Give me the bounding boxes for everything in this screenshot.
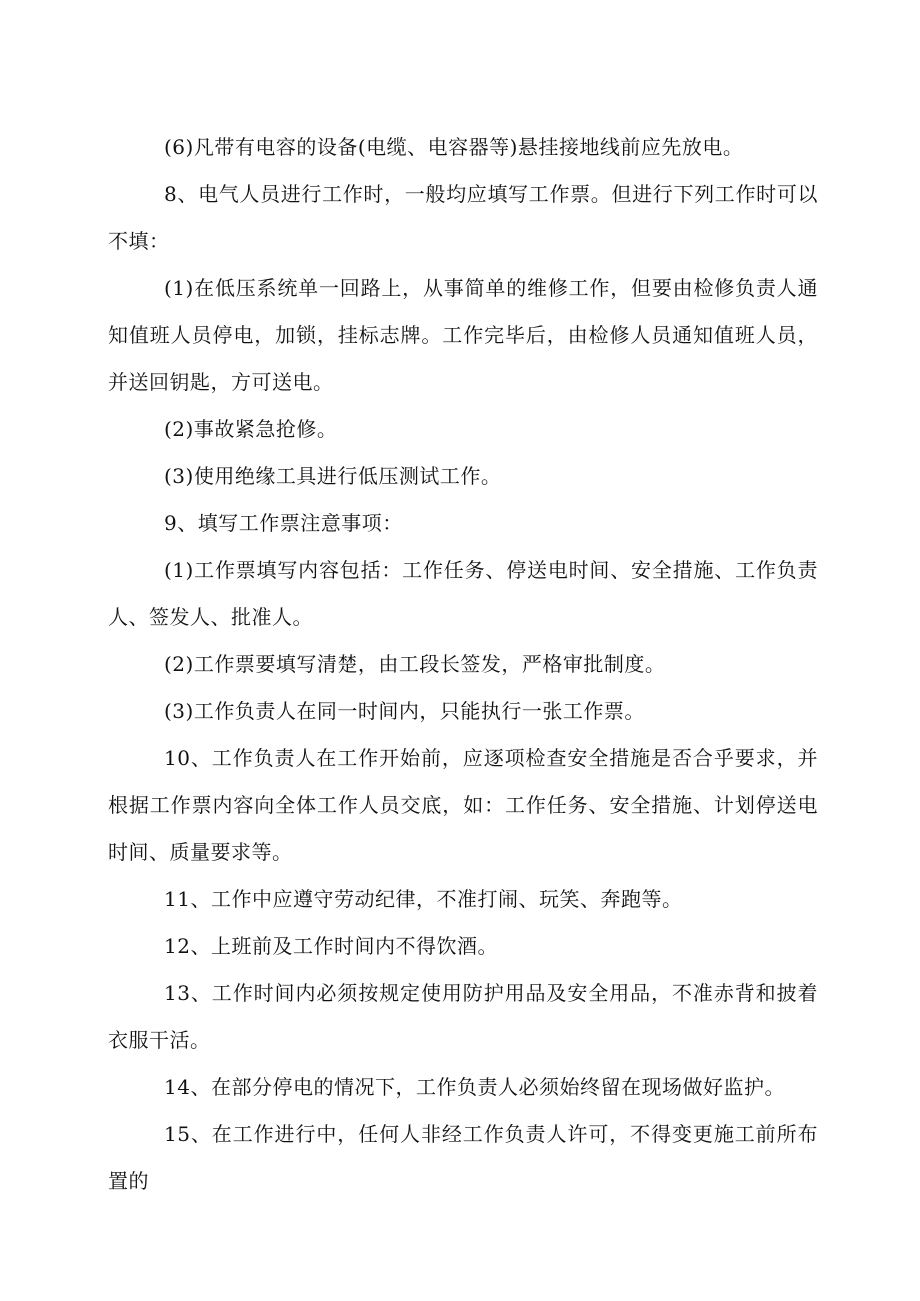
paragraph-rule-12: 12、上班前及工作时间内不得饮酒。 bbox=[164, 934, 498, 958]
paragraph-item-6: (6)凡带有电容的设备(电缆、电容器等)悬挂接地线前应先放电。 bbox=[164, 135, 744, 159]
paragraph-rule-8: 8、电气人员进行工作时，一般均应填写工作票。但进行下列工作时可以不填： bbox=[108, 182, 818, 253]
paragraph-rule-11: 11、工作中应遵守劳动纪律，不准打闹、玩笑、奔跑等。 bbox=[164, 887, 683, 911]
paragraph-rule-9-item-1: (1)工作票填写内容包括：工作任务、停送电时间、安全措施、工作负责人、签发人、批准人。 bbox=[108, 558, 818, 629]
paragraph-rule-9-item-2: (2)工作票要填写清楚，由工段长签发，严格审批制度。 bbox=[164, 652, 666, 676]
paragraph-rule-13: 13、工作时间内必须按规定使用防护用品及安全用品，不准赤背和披着衣服干活。 bbox=[108, 981, 818, 1052]
paragraph-rule-8-item-2: (2)事故紧急抢修。 bbox=[164, 417, 338, 441]
paragraph-rule-9: 9、填写工作票注意事项： bbox=[164, 511, 403, 535]
paragraph-rule-14: 14、在部分停电的情况下，工作负责人必须始终留在现场做好监护。 bbox=[164, 1075, 785, 1099]
paragraph-rule-8-item-3: (3)使用绝缘工具进行低压测试工作。 bbox=[164, 464, 502, 488]
paragraph-rule-10: 10、工作负责人在工作开始前，应逐项检查安全措施是否合乎要求，并根据工作票内容向全体工作人员交底，如：工作任务、安全措施、计划停送电时间、质量要求等。 bbox=[108, 746, 818, 864]
document-body bbox=[108, 124, 818, 1205]
paragraph-rule-15: 15、在工作进行中，任何人非经工作负责人许可，不得变更施工前所布置的 bbox=[108, 1122, 818, 1193]
paragraph-rule-8-item-1: (1)在低压系统单一回路上，从事简单的维修工作，但要由检修负责人通知值班人员停电，加锁，挂标志牌。工作完毕后，由检修人员通知值班人员，并送回钥匙，方可送电。 bbox=[108, 276, 818, 394]
paragraph-rule-9-item-3: (3)工作负责人在同一时间内，只能执行一张工作票。 bbox=[164, 699, 645, 723]
